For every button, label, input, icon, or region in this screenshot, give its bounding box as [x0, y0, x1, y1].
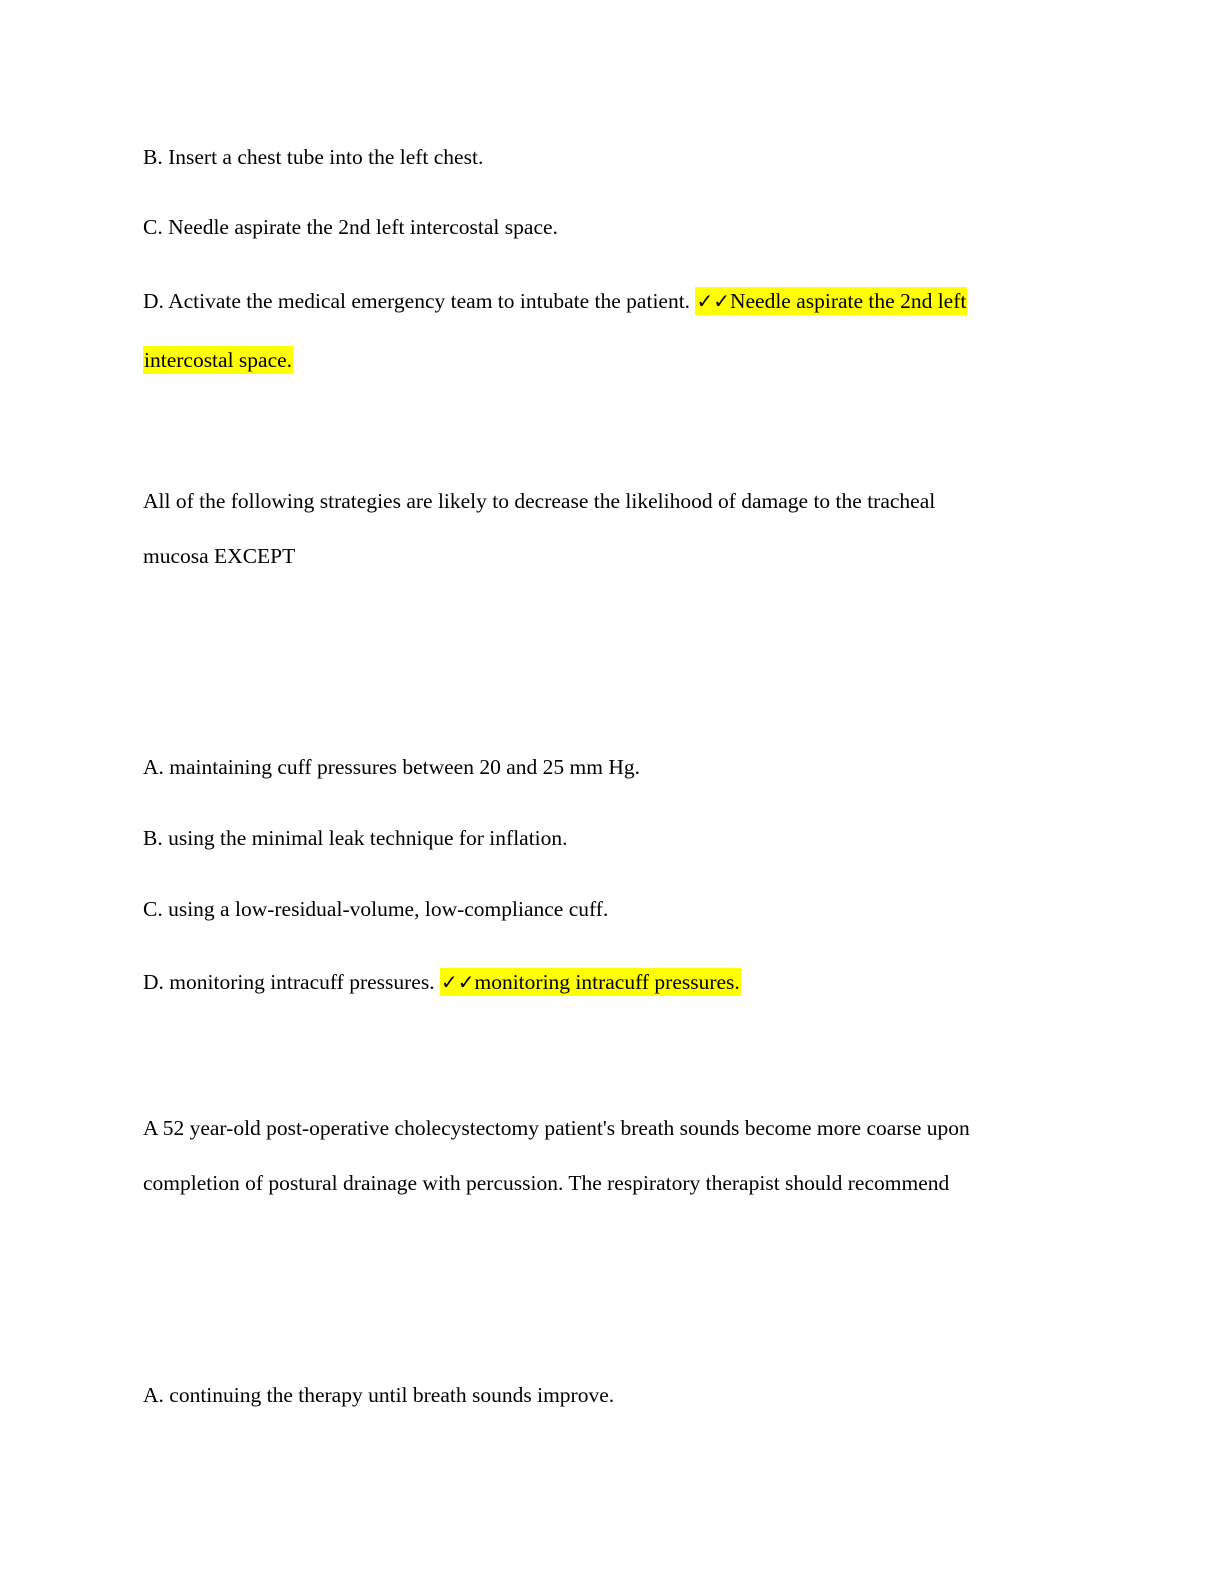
- q1-option-d: D. Activate the medical emergency team to intubate the patient.: [143, 289, 691, 313]
- checkmark-icon: ✓✓: [440, 970, 475, 994]
- q1-answer-line-2: [143, 345, 293, 375]
- checkmark-icon: ✓✓: [696, 289, 730, 313]
- q2-option-d-line: [143, 967, 741, 997]
- q1-answer-text-2: intercostal space.: [144, 348, 293, 372]
- q2-option-a: A. maintaining cuff pressures between 20 and 25 mm Hg.: [143, 755, 640, 779]
- q3-question-line-1: A 52 year-old post-operative cholecystectomy patient's breath sounds become more coarse upon: [143, 1116, 970, 1140]
- q1-option-d-line: [143, 286, 967, 316]
- q2-question-line-2: mucosa EXCEPT: [143, 544, 296, 568]
- q3-question-line-2: completion of postural drainage with percussion. The respiratory therapist should recommend: [143, 1171, 950, 1195]
- q2-option-d: D. monitoring intracuff pressures.: [143, 970, 435, 994]
- q1-option-c: C. Needle aspirate the 2nd left intercostal space.: [143, 215, 558, 239]
- q1-answer-highlight: [695, 287, 967, 315]
- q2-answer-highlight: [440, 968, 741, 996]
- q2-answer-text: monitoring intracuff pressures.: [474, 970, 740, 994]
- q3-option-a: A. continuing the therapy until breath sounds improve.: [143, 1383, 615, 1407]
- q2-option-b: B. using the minimal leak technique for inflation.: [143, 826, 568, 850]
- q2-option-c: C. using a low-residual-volume, low-compliance cuff.: [143, 897, 609, 921]
- q2-question-line-1: All of the following strategies are likely to decrease the likelihood of damage to the tracheal: [143, 489, 936, 513]
- q1-answer-text-1: Needle aspirate the 2nd left: [729, 289, 967, 313]
- q1-option-b: B. Insert a chest tube into the left chest.: [143, 145, 484, 169]
